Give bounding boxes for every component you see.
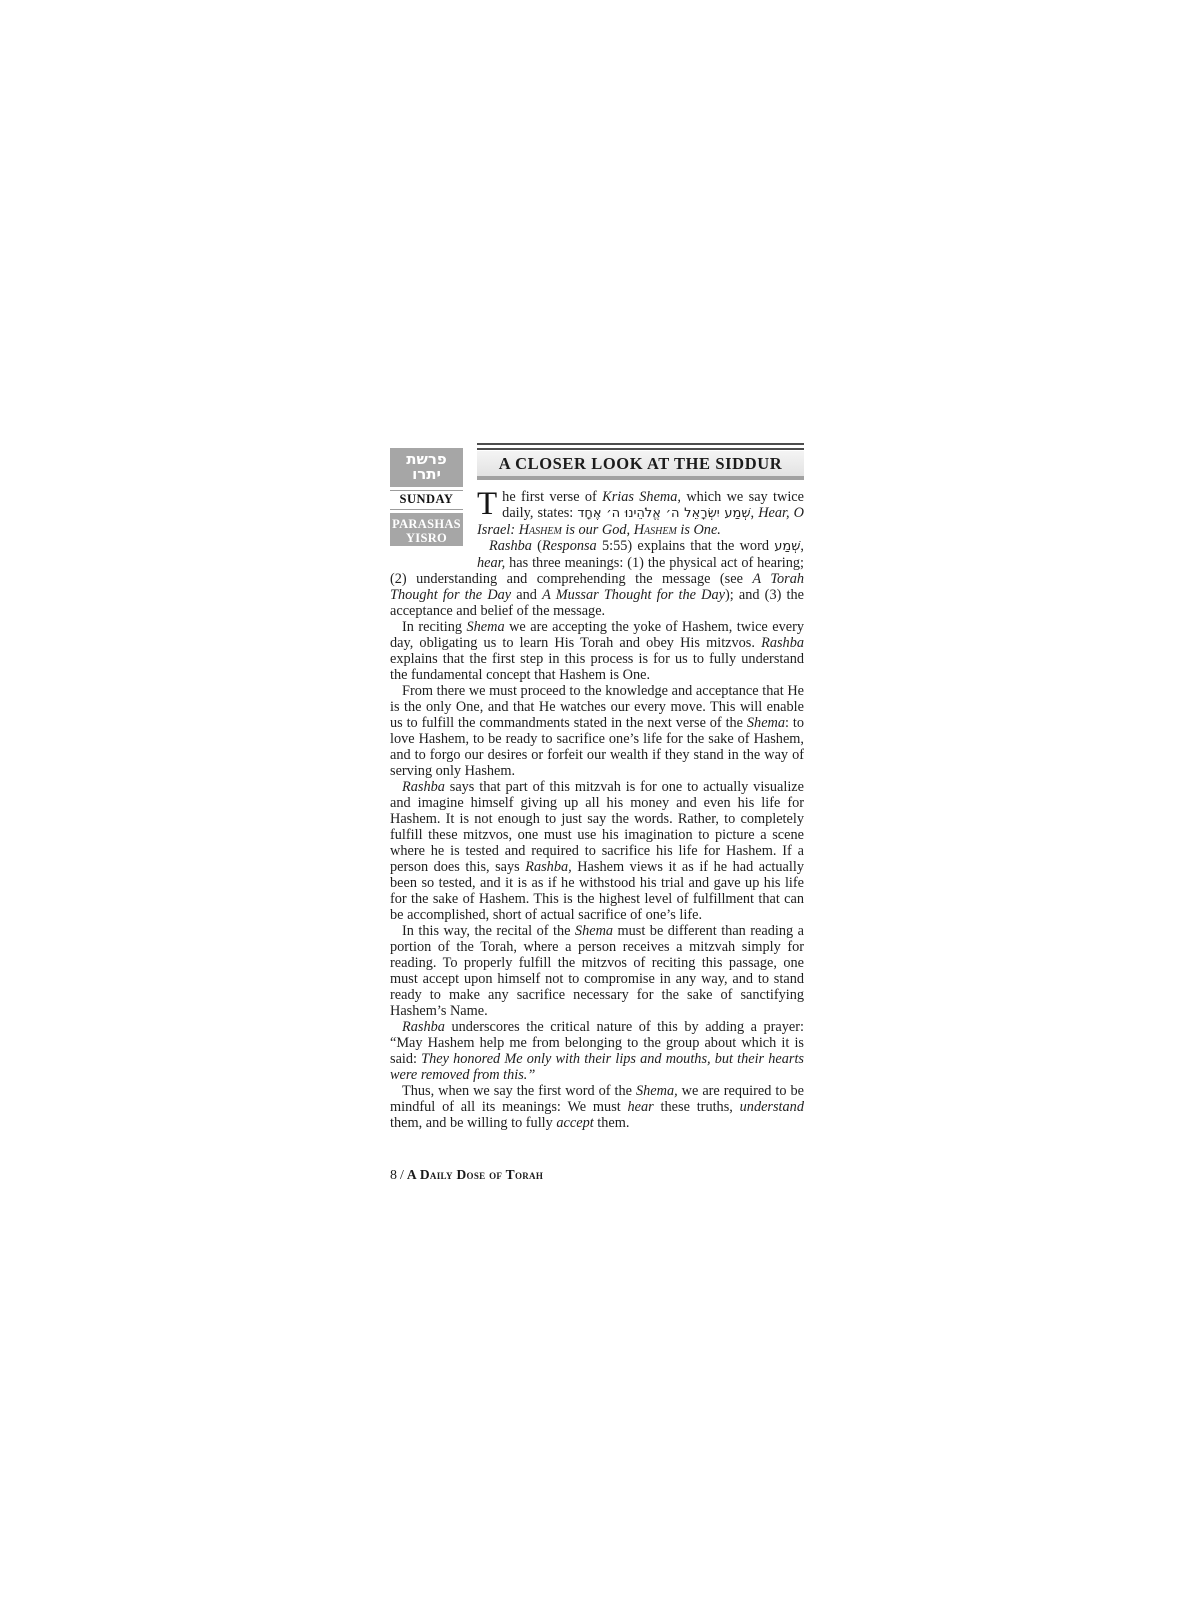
footer-separator: / <box>400 1168 404 1183</box>
hebrew-parashah-line2: יתרו <box>412 465 441 483</box>
hebrew-parashah-box <box>390 448 463 487</box>
paragraph-5: Rashba says that part of this mitzvah is for one to actually visualize and imagine himself giving up all his money and even his life for Hashem. It is not enough to just say the words. Rather, to completely fulfill these mitzvos, one must use his imagination to picture a scene where he is tested and required to sacrifice his life for Hashem. If a person does this, says Rashba, Hashem views it as if he had actually been so tested, and it is as if he withstood his trial and gave up his life for the sake of Hashem. This is the highest level of fulfillment that can be accomplished, short of actual sacrifice of one’s life. <box>390 779 804 923</box>
paragraph-7: Rashba underscores the critical nature of this by adding a prayer: “May Hashem help me from belonging to the group about which it is said: They honored Me only with their lips and mouths, but their hearts were removed from this.” <box>390 1019 804 1083</box>
page-content <box>390 443 804 1184</box>
paragraph-4: From there we must proceed to the knowledge and acceptance that He is the only One, and that He watches our every move. This will enable us to fulfill the commandments stated in the next verse of the Shema: to love Hashem, to be ready to sacrifice one’s life for the sake of Hashem, and to forgo our desires or forfeit our wealth if they stand in the way of serving only Hashem. <box>390 683 804 779</box>
section-header <box>477 443 804 480</box>
paragraph-6: In this way, the recital of the Shema must be different than reading a portion of the Torah, where a person receives a mitzvah simply for reading. To properly fulfill the mitzvos of reciting this passage, one must accept upon himself not to compromise in any way, and to stand ready to make any sacrifice necessary for the sake of sanctifying Hashem’s Name. <box>390 923 804 1019</box>
header-double-rule <box>477 443 804 450</box>
paragraph-8: Thus, when we say the first word of the Shema, we are required to be mindful of all its meanings: We must hear these truths, understand them, and be willing to fully accept them. <box>390 1083 804 1131</box>
page-number: 8 <box>390 1168 397 1183</box>
paragraph-1-text: he first verse of Krias Shema, which we say twice daily, states: שְׁמַע יִשְׂרָאֵל ה׳ אֱלֹהֵינוּ ה׳ אֶחָד, Hear, O Israel: Hashem is our God, Hashem is One. <box>477 489 805 538</box>
parashas-box <box>390 513 463 546</box>
section-title: A CLOSER LOOK AT THE SIDDUR <box>477 451 804 480</box>
parashah-sidebar <box>390 443 463 557</box>
page-footer <box>390 1167 804 1184</box>
day-label: SUNDAY <box>390 490 463 510</box>
parashas-line1: PARASHAS <box>392 517 461 531</box>
hebrew-parashah-line1: פרשת <box>406 450 447 468</box>
paragraph-2: Rashba (Responsa 5:55) explains that the word שְׁמַע, hear, has three meanings: (1) the physical act of hearing; (2) understanding and comprehending the message (see A Torah Thought for the Day and A Mussar Thought for the Day); and (3) the acceptance and belief of the message. <box>390 538 804 619</box>
article-body <box>390 486 805 1131</box>
drop-cap: T <box>477 486 498 522</box>
paragraph-3: In reciting Shema we are accepting the yoke of Hashem, twice every day, obligating us to learn His Torah and obey His mitzvos. Rashba explains that the first step in this process is for us to fully understand the fundamental concept that Hashem is One. <box>390 619 804 683</box>
parashas-line2: YISRO <box>405 531 448 545</box>
book-title: A Daily Dose of Torah <box>406 1167 544 1182</box>
